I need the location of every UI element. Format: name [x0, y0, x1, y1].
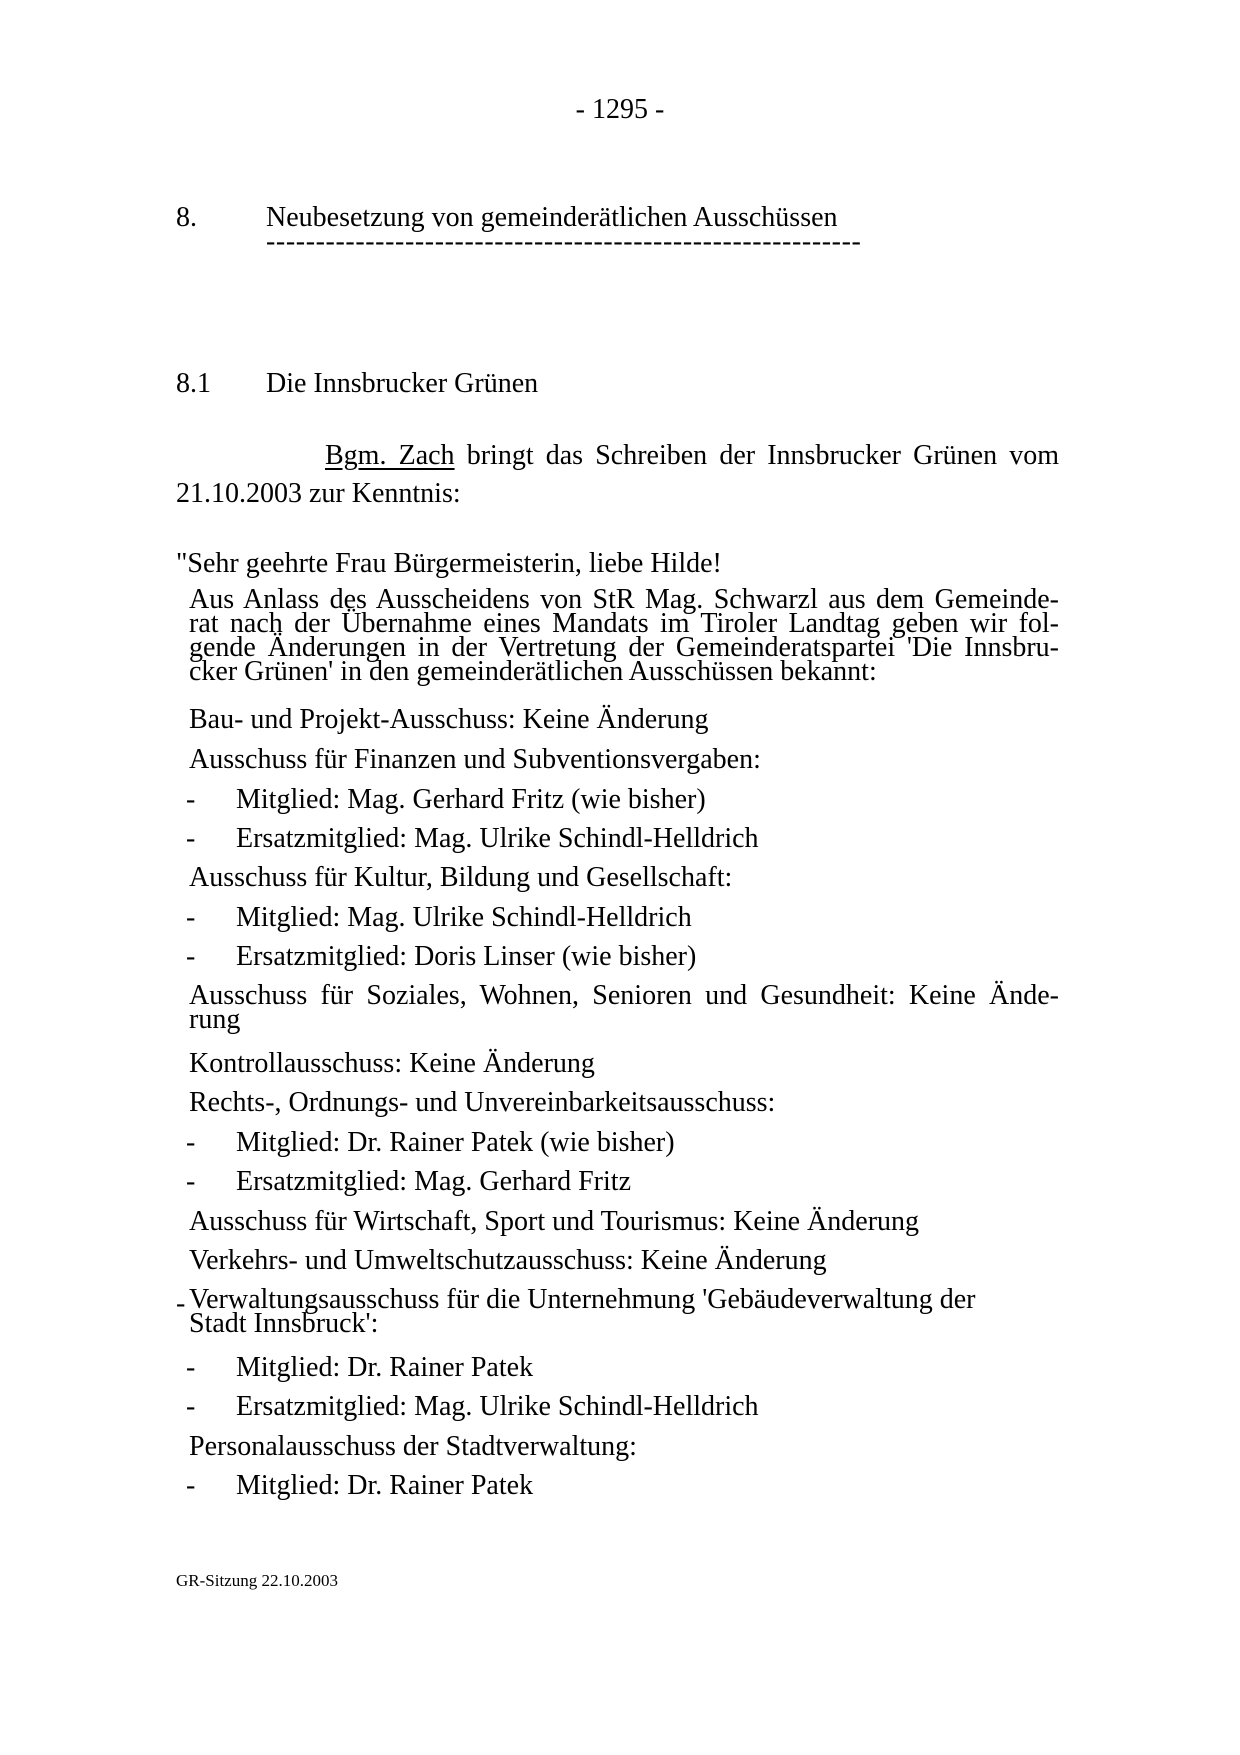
speaker-name: Bgm. Zach: [325, 440, 455, 471]
list-dash: -: [186, 784, 196, 815]
list-dash: -: [176, 1288, 186, 1319]
intro-line-1: [325, 440, 1059, 472]
verwaltung-ersatzmitglied: Ersatzmitglied: Mag. Ulrike Schindl-Helldrich: [236, 1391, 759, 1422]
section-rule: ------------------------------------------------------------: [266, 226, 862, 257]
committee-kontroll: Kontrollausschuss: Keine Änderung: [189, 1048, 595, 1079]
committee-wirtschaft: Ausschuss für Wirtschaft, Sport und Tourismus: Keine Änderung: [189, 1206, 920, 1237]
committee-rechts: Rechts-, Ordnungs- und Unvereinbarkeitsausschuss:: [189, 1087, 776, 1118]
committee-personal: Personalausschuss der Stadtverwaltung:: [189, 1431, 637, 1462]
list-dash: -: [186, 1127, 196, 1158]
page-number: - 1295 -: [575, 94, 665, 125]
rechts-mitglied: Mitglied: Dr. Rainer Patek (wie bisher): [236, 1127, 675, 1158]
committee-verwaltung-line-2: Stadt Innsbruck':: [189, 1308, 379, 1339]
verwaltung-mitglied: Mitglied: Dr. Rainer Patek: [236, 1352, 534, 1383]
section-number: 8.: [176, 202, 197, 233]
subsection-number: 8.1: [176, 368, 211, 399]
letter-paragraph-line-3: gende Änderungen in der Vertretung der Gemeinderatspartei 'Die Innsbru-: [189, 632, 1059, 663]
list-dash: -: [186, 1470, 196, 1501]
committee-verkehr: Verkehrs- und Umweltschutzausschuss: Keine Änderung: [189, 1245, 827, 1276]
letter-paragraph-line-1: Aus Anlass des Ausscheidens von StR Mag. Schwarzl aus dem Gemeinde-: [189, 584, 1059, 615]
kultur-mitglied: Mitglied: Mag. Ulrike Schindl-Helldrich: [236, 902, 692, 933]
committee-verwaltung-line-1: Verwaltungsausschuss für die Unternehmung 'Gebäudeverwaltung der: [189, 1284, 976, 1315]
committee-soziales-line-2: rung: [189, 1004, 241, 1035]
section-title: Neubesetzung von gemeinderätlichen Ausschüssen: [266, 202, 838, 233]
committee-bau: Bau- und Projekt-Ausschuss: Keine Änderung: [189, 704, 709, 735]
list-dash: -: [186, 1166, 196, 1197]
finanzen-mitglied: Mitglied: Mag. Gerhard Fritz (wie bisher): [236, 784, 706, 815]
list-dash: -: [186, 941, 196, 972]
list-dash: -: [186, 1352, 196, 1383]
committee-kultur: Ausschuss für Kultur, Bildung und Gesellschaft:: [189, 862, 733, 893]
committee-soziales-line-1: Ausschuss für Soziales, Wohnen, Senioren und Gesundheit: Keine Ände-: [189, 980, 1059, 1011]
footer-meeting-date: GR-Sitzung 22.10.2003: [176, 1571, 338, 1590]
subsection-title: Die Innsbrucker Grünen: [266, 368, 539, 399]
committee-finanzen: Ausschuss für Finanzen und Subventionsvergaben:: [189, 744, 761, 775]
list-dash: -: [186, 823, 196, 854]
finanzen-ersatzmitglied: Ersatzmitglied: Mag. Ulrike Schindl-Helldrich: [236, 823, 759, 854]
intro-text-1: bringt das Schreiben der Innsbrucker Grünen vom: [466, 440, 1059, 471]
kultur-ersatzmitglied: Ersatzmitglied: Doris Linser (wie bisher): [236, 941, 697, 972]
rechts-ersatzmitglied: Ersatzmitglied: Mag. Gerhard Fritz: [236, 1166, 631, 1197]
personal-mitglied: Mitglied: Dr. Rainer Patek: [236, 1470, 534, 1501]
list-dash: -: [186, 1391, 196, 1422]
letter-salutation: "Sehr geehrte Frau Bürgermeisterin, liebe Hilde!: [176, 548, 722, 579]
list-dash: -: [186, 902, 196, 933]
letter-paragraph-line-2: rat nach der Übernahme eines Mandats im Tiroler Landtag geben wir fol-: [189, 608, 1059, 639]
intro-line-2: 21.10.2003 zur Kenntnis:: [176, 478, 461, 509]
letter-paragraph-line-4: cker Grünen' in den gemeinderätlichen Ausschüssen bekannt:: [189, 656, 877, 687]
